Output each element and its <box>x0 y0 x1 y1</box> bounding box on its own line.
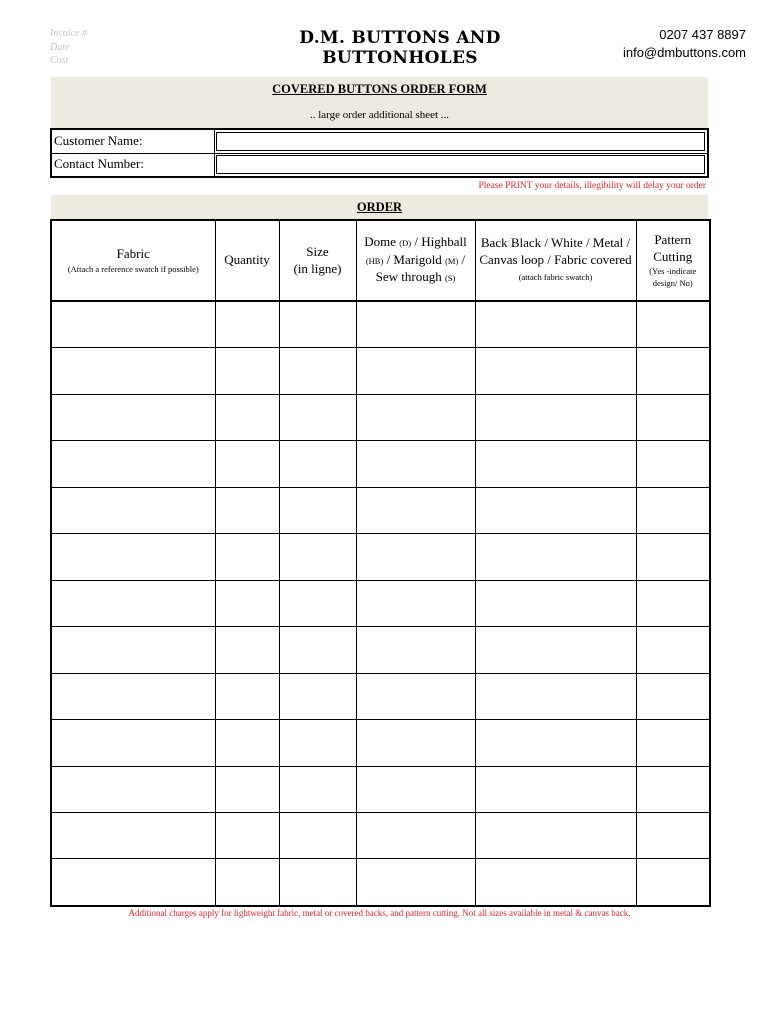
col-size <box>279 220 356 301</box>
table-row <box>51 487 710 533</box>
cell-pattern[interactable] <box>636 673 710 719</box>
col-back <box>475 220 636 301</box>
cell-quantity[interactable] <box>215 348 279 394</box>
cell-fabric[interactable] <box>51 766 215 812</box>
col-size-unit: (in ligne) <box>293 260 342 276</box>
cell-fabric[interactable] <box>51 580 215 626</box>
order-rows <box>51 301 710 906</box>
cell-size[interactable] <box>279 720 356 766</box>
col-pattern-note: (Yes -indicate design/ No) <box>649 266 697 288</box>
col-fabric <box>51 220 215 301</box>
cell-size[interactable] <box>279 301 356 348</box>
cell-fabric[interactable] <box>51 720 215 766</box>
cell-dome[interactable] <box>356 766 475 812</box>
invoice-meta <box>50 27 87 68</box>
table-row <box>51 812 710 858</box>
col-quantity-label: Quantity <box>224 252 270 268</box>
cell-pattern[interactable] <box>636 348 710 394</box>
cell-size[interactable] <box>279 580 356 626</box>
footnote: Additional charges apply for lightweight fabric, metal or covered backs, and pattern cutting. Not all sizes available in metal & canvas back. <box>128 908 631 918</box>
order-title: ORDER <box>356 200 403 214</box>
cell-fabric[interactable] <box>51 812 215 858</box>
form-subtitle: .. large order additional sheet ... <box>309 109 450 121</box>
table-row <box>51 348 710 394</box>
form-title: COVERED BUTTONS ORDER FORM <box>272 82 487 96</box>
customer-name-row <box>52 130 707 154</box>
col-dome-code-m: (M) <box>445 255 459 266</box>
table-row <box>51 580 710 626</box>
cell-quantity[interactable] <box>215 534 279 580</box>
col-dome <box>356 220 475 301</box>
col-back-label: Back Black / White / Metal / Canvas loop / Fabric covered <box>479 235 632 267</box>
col-dome-text-1: Dome <box>364 234 400 250</box>
cell-size[interactable] <box>279 534 356 580</box>
table-row <box>51 534 710 580</box>
cell-back[interactable] <box>475 720 636 766</box>
cell-pattern[interactable] <box>636 301 710 348</box>
cell-fabric[interactable] <box>51 301 215 348</box>
cell-size[interactable] <box>279 673 356 719</box>
cell-back[interactable] <box>475 627 636 673</box>
cell-back[interactable] <box>475 534 636 580</box>
cell-back[interactable] <box>475 487 636 533</box>
cell-fabric[interactable] <box>51 348 215 394</box>
form-header-band <box>51 77 708 128</box>
cell-pattern[interactable] <box>636 627 710 673</box>
cell-back[interactable] <box>475 812 636 858</box>
order-header-band <box>51 195 708 219</box>
cell-fabric[interactable] <box>51 534 215 580</box>
col-dome-text-2: / Highball <box>411 234 467 250</box>
cell-pattern[interactable] <box>636 580 710 626</box>
table-row <box>51 301 710 348</box>
contact-number-field[interactable] <box>216 155 705 174</box>
cell-back[interactable] <box>475 580 636 626</box>
cell-back[interactable] <box>475 301 636 348</box>
table-row <box>51 673 710 719</box>
cell-back[interactable] <box>475 394 636 440</box>
contact-number-label: Contact Number: <box>52 153 215 176</box>
customer-details <box>50 128 709 178</box>
cell-dome[interactable] <box>356 627 475 673</box>
cell-size[interactable] <box>279 348 356 394</box>
cell-dome[interactable] <box>356 673 475 719</box>
cell-dome[interactable] <box>356 348 475 394</box>
table-row <box>51 627 710 673</box>
cell-size[interactable] <box>279 394 356 440</box>
cell-quantity[interactable] <box>215 441 279 487</box>
cell-dome[interactable] <box>356 859 475 906</box>
cell-dome[interactable] <box>356 720 475 766</box>
cell-pattern[interactable] <box>636 534 710 580</box>
col-dome-code-hb: (HB) <box>365 255 384 266</box>
table-row <box>51 766 710 812</box>
cell-size[interactable] <box>279 441 356 487</box>
cell-dome[interactable] <box>356 487 475 533</box>
cell-quantity[interactable] <box>215 673 279 719</box>
cell-quantity[interactable] <box>215 627 279 673</box>
cell-fabric[interactable] <box>51 673 215 719</box>
contact-number-row <box>52 153 707 176</box>
cell-size[interactable] <box>279 766 356 812</box>
cell-size[interactable] <box>279 627 356 673</box>
cell-size[interactable] <box>279 812 356 858</box>
invoice-label: Invoice # <box>50 28 87 39</box>
cell-fabric[interactable] <box>51 394 215 440</box>
col-quantity <box>215 220 279 301</box>
table-row <box>51 441 710 487</box>
col-dome-code-d: (D) <box>399 238 412 249</box>
col-pattern <box>636 220 710 301</box>
col-pattern-label: Pattern Cutting <box>653 232 693 264</box>
cell-quantity[interactable] <box>215 766 279 812</box>
cell-pattern[interactable] <box>636 720 710 766</box>
cell-size[interactable] <box>279 487 356 533</box>
cell-back[interactable] <box>475 673 636 719</box>
cell-pattern[interactable] <box>636 859 710 906</box>
cell-pattern[interactable] <box>636 487 710 533</box>
customer-name-field[interactable] <box>216 132 705 151</box>
cell-dome[interactable] <box>356 534 475 580</box>
cell-fabric[interactable] <box>51 441 215 487</box>
cell-quantity[interactable] <box>215 859 279 906</box>
company-email: info@dmbuttons.com <box>622 45 746 60</box>
col-dome-code-s: (S) <box>444 273 456 284</box>
date-label: Date <box>50 41 70 53</box>
cell-quantity[interactable] <box>215 812 279 858</box>
cell-dome[interactable] <box>356 812 475 858</box>
cost-label: Cost <box>50 55 69 66</box>
order-table <box>50 219 711 907</box>
cell-quantity[interactable] <box>215 720 279 766</box>
cell-pattern[interactable] <box>636 766 710 812</box>
cell-fabric[interactable] <box>51 487 215 533</box>
company-name: D.M. BUTTONS AND BUTTONHOLES <box>299 28 501 68</box>
col-fabric-note: (Attach a reference swatch if possible) <box>67 263 199 274</box>
cell-dome[interactable] <box>356 441 475 487</box>
cell-pattern[interactable] <box>636 394 710 440</box>
table-row <box>51 720 710 766</box>
cell-fabric[interactable] <box>51 627 215 673</box>
col-dome-text-3: / Marigold <box>383 251 446 267</box>
order-header-row <box>51 220 710 301</box>
table-row <box>51 859 710 906</box>
cell-quantity[interactable] <box>215 394 279 440</box>
cell-back[interactable] <box>475 348 636 394</box>
company-phone: 0207 437 8897 <box>659 27 746 42</box>
col-size-label: Size <box>306 244 329 259</box>
cell-size[interactable] <box>279 859 356 906</box>
table-row <box>51 394 710 440</box>
customer-name-label: Customer Name: <box>52 130 215 153</box>
cell-fabric[interactable] <box>51 859 215 906</box>
cell-back[interactable] <box>475 441 636 487</box>
cell-pattern[interactable] <box>636 812 710 858</box>
cell-dome[interactable] <box>356 301 475 348</box>
cell-back[interactable] <box>475 766 636 812</box>
col-fabric-label: Fabric <box>116 246 150 262</box>
company-contact <box>623 26 746 62</box>
cell-pattern[interactable] <box>636 441 710 487</box>
print-note: Please PRINT your details, illegibility will delay your order <box>478 181 706 191</box>
cell-quantity[interactable] <box>215 580 279 626</box>
cell-quantity[interactable] <box>215 301 279 348</box>
cell-dome[interactable] <box>356 580 475 626</box>
cell-quantity[interactable] <box>215 487 279 533</box>
cell-back[interactable] <box>475 859 636 906</box>
col-dome-text-4: / Sew through <box>375 251 466 285</box>
cell-dome[interactable] <box>356 394 475 440</box>
col-back-note: (attach fabric swatch) <box>518 272 593 283</box>
